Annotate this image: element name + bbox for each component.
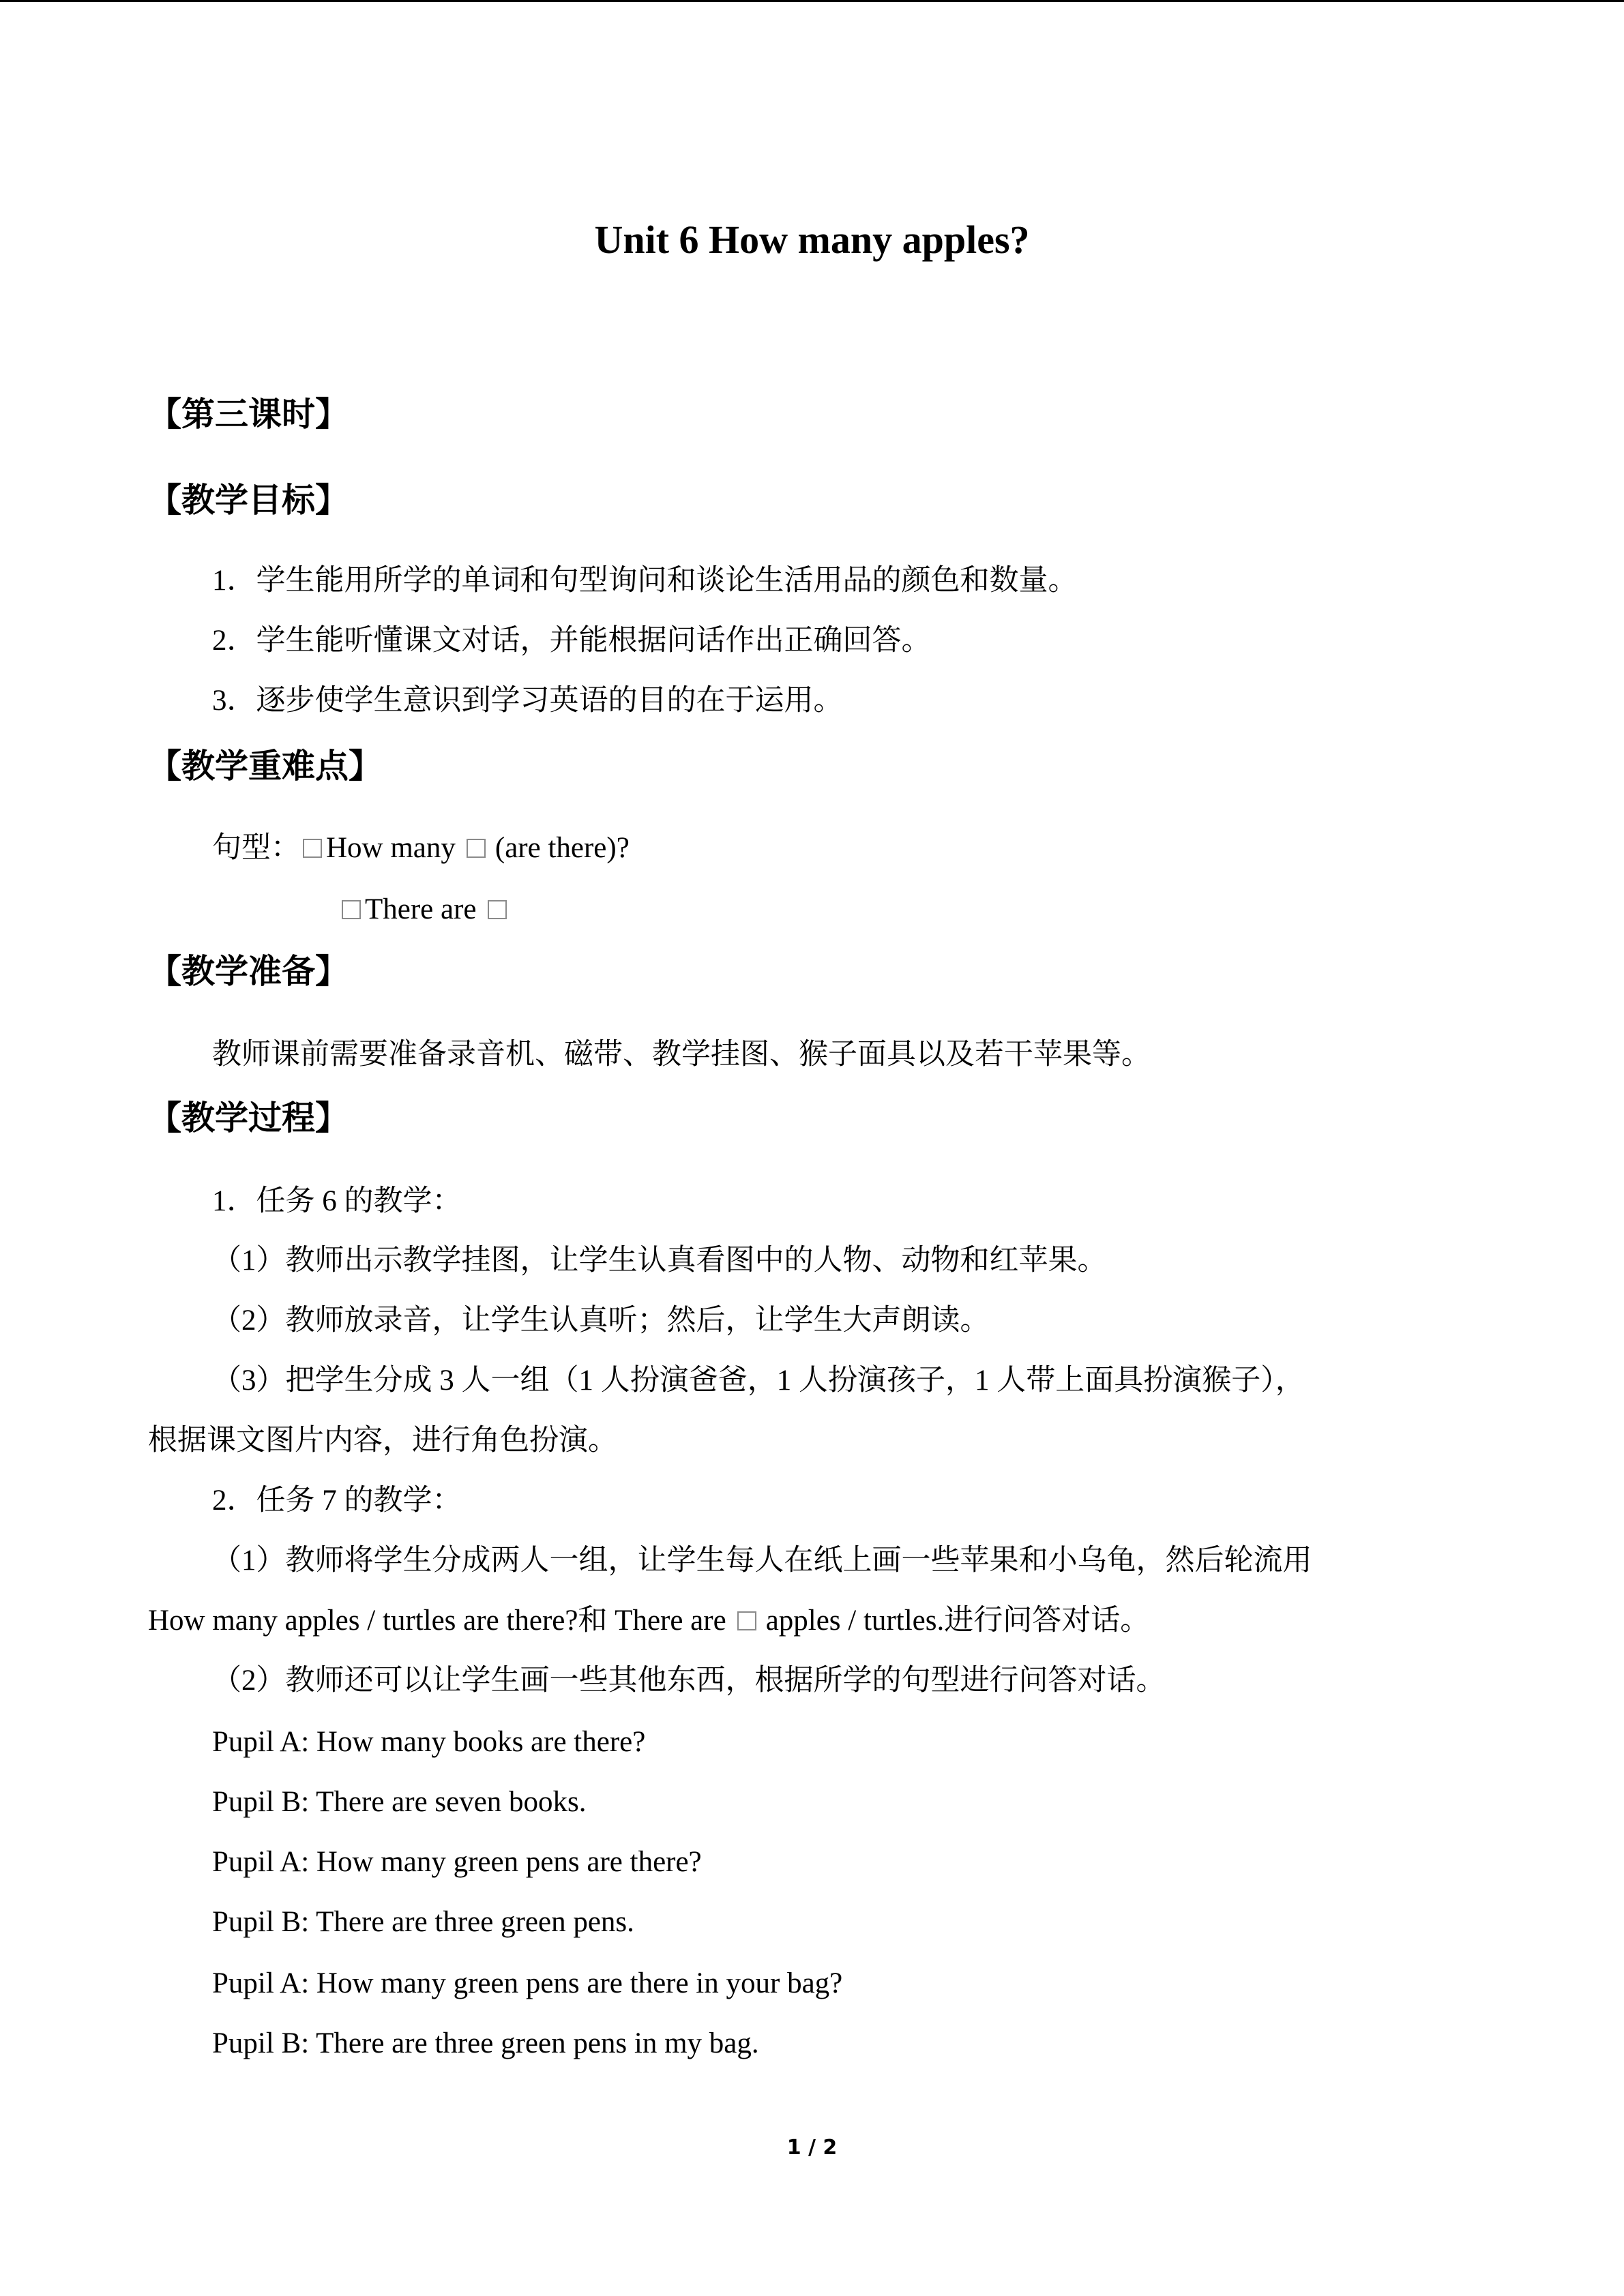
pattern-2-text: There are: [365, 893, 477, 925]
dialogue-line: Pupil B: There are seven books.: [212, 1786, 587, 1818]
objective-item-1: 1．学生能用所学的单词和句型询问和谈论生活用品的颜色和数量。: [212, 565, 1078, 597]
preparation-text: 教师课前需要准备录音机、磁带、教学挂图、猴子面具以及若干苹果等。: [212, 1039, 1151, 1071]
top-border-line: [0, 0, 1624, 2]
pattern-1-part-b: (are there)?: [494, 832, 630, 864]
task7-step-1-line-2-part-b: apples / turtles.进行问答对话。: [765, 1605, 1150, 1637]
dialogue-line: Pupil B: There are three green pens.: [212, 1906, 634, 1938]
objective-item-2: 2．学生能听懂课文对话，并能根据问话作出正确回答。: [212, 625, 931, 657]
dialogue-line: Pupil A: How many books are there?: [212, 1726, 646, 1758]
key-points-heading: 【教学重难点】: [148, 747, 383, 786]
task6-title: 1．任务 6 的教学：: [212, 1185, 462, 1217]
dialogue-line: Pupil A: How many green pens are there?: [212, 1846, 702, 1878]
task6-step-1: （1）教师出示教学挂图，让学生认真看图中的人物、动物和红苹果。: [212, 1244, 1107, 1277]
objective-item-3: 3．逐步使学生意识到学习英语的目的在于运用。: [212, 685, 843, 717]
task6-step-3: （3）把学生分成 3 人一组（1 人扮演爸爸，1 人扮演孩子，1 人带上面具扮演猴子），: [212, 1365, 1305, 1397]
task7-step-2: （2）教师还可以让学生画一些其他东西，根据所学的句型进行问答对话。: [212, 1665, 1166, 1697]
task6-step-2: （2）教师放录音，让学生认真听；然后，让学生大声朗读。: [212, 1304, 990, 1337]
blank-box: [342, 900, 361, 919]
task7-step-1-line-2: [148, 1599, 1149, 1643]
document-title: Unit 6 How many apples?: [594, 218, 1030, 262]
task7-step-1-line-1: （1）教师将学生分成两人一组，让学生每人在纸上画一些苹果和小乌龟，然后轮流用: [212, 1545, 1312, 1577]
task6-step-3-continued: 根据课文图片内容，进行角色扮演。: [148, 1425, 617, 1457]
task7-step-1-line-2-part-a: How many apples / turtles are there?和 There are: [148, 1605, 726, 1637]
pattern-1-part-a: How many: [326, 832, 456, 864]
dialogue-line: Pupil A: How many green pens are there in your bag?: [212, 1967, 843, 1999]
objectives-heading: 【教学目标】: [148, 481, 349, 520]
blank-box: [488, 900, 507, 919]
sentence-pattern-line-2: [339, 888, 511, 931]
blank-box: [303, 839, 322, 858]
sentence-pattern-line-1: [212, 826, 630, 870]
lesson-label: 【第三课时】: [148, 395, 349, 434]
page-number: 1 / 2: [786, 2136, 838, 2160]
process-heading: 【教学过程】: [148, 1099, 349, 1137]
blank-box: [467, 839, 486, 858]
dialogue-line: Pupil B: There are three green pens in my bag.: [212, 2027, 759, 2059]
pattern-label: 句型：: [212, 832, 300, 864]
task7-title: 2．任务 7 的教学：: [212, 1485, 462, 1517]
preparation-heading: 【教学准备】: [148, 952, 349, 991]
blank-box: [737, 1611, 756, 1630]
